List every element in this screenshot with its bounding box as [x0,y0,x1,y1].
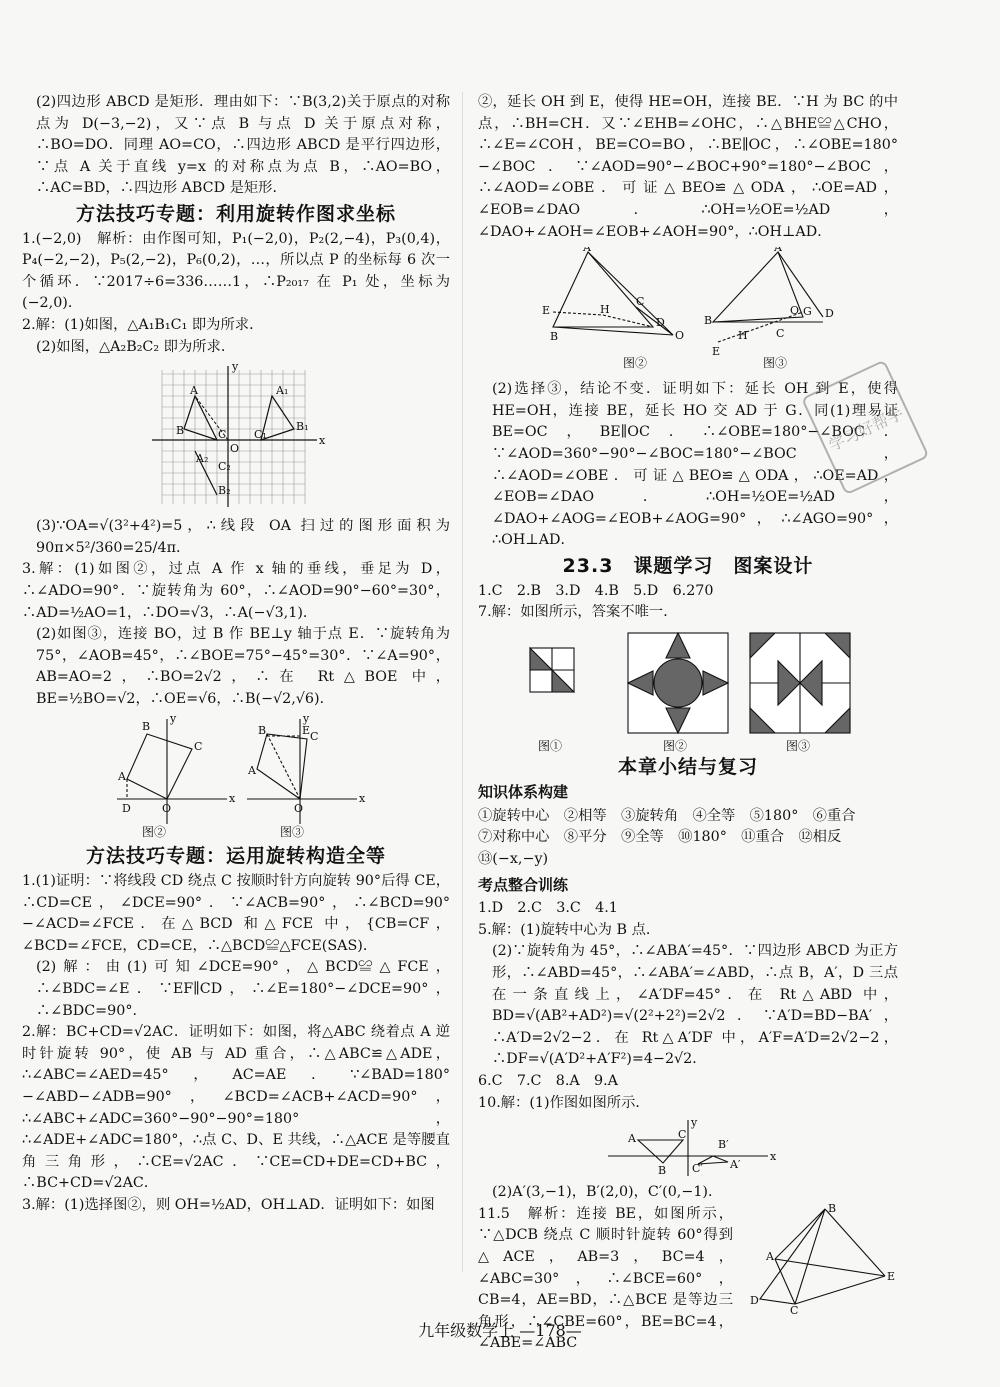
q11-figure [740,1204,900,1314]
svg-text:D: D [750,1293,759,1307]
svg-text:H: H [600,303,610,317]
rotation-figures [22,714,450,842]
svg-text:B₂: B₂ [218,484,231,498]
svg-text:A: A [190,384,198,398]
left-r2: 2.解：BC+CD=√2AC．证明如下：如图，将△ABC 绕着点 A 逆时针旋转 90°，使 AB 与 AD 重合，∴△ABC≌△ADE，∴∠ABC=∠AED=45°，AC=AE．∵∠BAD=180°−∠ABD−∠ADB=90°，∠BCD=∠ACB+∠ACD=90°，∴∠ABC+∠ADC=360°−90°−90°=180°，∴∠ADE+∠ADC=180°，∴点 C、D、E 共线，∴△ACE 是等腰直角三角形，∴CE=√2AC．∵CE=CD+DE=CD+BC，∴BC+CD=√2AC． [22,1024,450,1192]
svg-text:E: E [542,304,551,318]
coordinate-figure [478,1118,898,1178]
svg-text:C: C [310,730,319,744]
svg-text:x: x [229,792,236,806]
svg-text:C: C [776,327,785,341]
stamp-text: 学习好帮手 [825,403,907,455]
svg-text:E: E [887,1269,896,1283]
left-q3b: (2)如图③，连接 BO，过 B 作 BE⊥y 轴于点 E．∵旋转角为 75°，∠AOB=45°，∴∠BOE=75°−45°=30°．∵∠A=90°，AB=AO=2，∴BO=2√2，∴在 Rt△BOE 中，BE=½BO=√2，∴OE=√6，∴B(−√2,√6)． [36,626,450,707]
svg-text:C: C [636,295,645,309]
right-k1: ①旋转中心 ②相等 ③旋转角 ④全等 ⑤180° ⑥重合 [478,807,856,824]
svg-text:B: B [176,424,185,438]
svg-text:D: D [122,802,131,816]
right-p1: ②，延长 OH 到 E，使得 HE=OH，连接 BE．∵H 为 BC 的中点，∴BH=CH．又∵∠EHB=∠OHC，∴△BHE≌△CHO，∴∠E=∠COH，BE=CO=BO，∴BE∥OC，∴∠OBE=180°−∠BOC．∵∠AOD=90°−∠BOC+90°=180°−∠BOC，∴∠AOD=∠OBE．可证△BEO≌△ODA，∴OE=AD，∠EOB=∠DAO．∴OH=½OE=½AD，∠DAO+∠AOH=∠EOB+∠AOH=90°，∴OH⊥AD． [478,94,898,240]
svg-text:C₂: C₂ [218,460,231,474]
left-q1: 1.(−2,0) 解析：由作图可知，P₁(−2,0)，P₂(2,−4)，P₃(0,4)，P₄(−2,−2)，P₅(2,−2)，P₆(0,2)，…，所以点 P 的坐标每 6 次一个循环．∵2017÷6=336……1，∴P₂₀₁₇ 在 P₁ 处，坐标为(−2,0)． [22,230,450,312]
svg-text:B: B [828,1203,837,1215]
svg-text:G: G [803,305,812,319]
svg-text:B′: B′ [718,1138,729,1152]
svg-text:x: x [359,792,366,806]
svg-text:C: C [790,1303,799,1314]
right-a5b: (2)∵旋转角为 45°，∴∠ABA′=45°．∵四边形 ABCD 为正方形，∴∠ABD=45°，∴∠ABA′=∠ABD，∴点 B，A′，D 三点在一条直线上，∠A′DF=45°．在 Rt△ABD 中，BD=√(AB²+AD²)=√(2²+2²)=2√2．∵A′D=BD−BA′，∴A′D=2√2−2．在 Rt△A′DF 中，A′F=A′D=2√2−2，∴DF=√(A′D²+A′F²)=4−2√2． [492,943,898,1068]
pattern-caption-1: 图① [538,738,563,753]
right-a5a: 5.解：(1)旋转中心为 B 点． [478,921,661,938]
svg-text:y: y [232,362,239,374]
svg-text:A₁: A₁ [276,384,289,398]
right-p2: (2)选择③，结论不变．证明如下：延长 OH 到 E，使得 HE=OH，连接 BE，延长 HO 交 AD 于 G．同(1)理易证 BE=OC，BE∥OC．∴∠OBE=180°−∠BOC．∵∠AOD=360°−90°−∠BOC=180°−∠BOC，∴∠AOD=∠OBE．可证△BEO≌△ODA，∴OE=AD，∠EOB=∠DAO．∴OH=½OE=½AD，∠DAO+∠AOG=∠EOB+∠AOG=90°，∴∠AGO=90°，∴OH⊥AD． [492,381,898,549]
svg-text:C: C [218,428,227,442]
svg-text:O: O [675,329,685,343]
svg-text:C: C [194,740,203,754]
svg-text:C: C [678,1128,687,1142]
pattern-caption-3: 图③ [786,738,811,753]
right-a1: 1.D 2.C 3.C 4.1 [478,900,618,917]
section-heading-chapter-review: 本章小结与复习 [617,755,758,778]
svg-text:B: B [142,720,151,734]
left-column [22,92,450,1217]
svg-text:C′: C′ [692,1162,703,1176]
fig3-caption-left: 图③ [280,825,305,840]
svg-text:A: A [628,1132,636,1146]
svg-text:B: B [550,330,559,344]
left-q3a: 3.解：(1)如图②，过点 A 作 x 轴的垂线，垂足为 D，∴∠ADO=90°．∵旋转角为 60°，∴∠AOD=90°−60°=30°，∴AD=½AO=1，∴DO=√3，∴A(−√3,1)． [22,561,450,621]
fig2-caption-right: 图② [623,356,648,371]
left-r1a: 1.(1)证明：∵将线段 CD 绕点 C 按顺时针方向旋转 90°后得 CE，∴CD=CE，∠DCE=90°．∵∠ACB=90°，∴∠BCD=90°−∠ACD=∠FCE．在△BCD 和△FCE 中，{CB=CF，∠BCD=∠FCE，CD=CE，∴△BCD≌△FCE(SAS)． [22,873,450,954]
left-q2b: (2)如图，△A₂B₂C₂ 即为所求． [36,338,236,355]
svg-text:A: A [248,764,256,778]
right-q7: 7.解：如图所示，答案不唯一． [478,604,678,621]
coordinate-figure-svg [478,1118,898,1178]
left-r3: 3.解：(1)选择图②，则 OH=½AD，OH⊥AD．证明如下：如图 [22,1196,435,1213]
pattern-figure-svg [478,628,898,753]
svg-text:A: A [583,247,591,255]
fig3-caption-right: 图③ [763,356,788,371]
svg-text:A₂: A₂ [196,452,209,466]
svg-text:y: y [691,1118,698,1130]
fig2-caption-left: 图② [142,825,167,840]
svg-text:A: A [774,247,782,255]
svg-text:H: H [738,329,748,343]
svg-text:B: B [658,1164,667,1178]
right-a10b: (2)A′(3,−1)，B′(2,0)，C′(0,−1)． [492,1184,723,1201]
right-k2: ⑦对称中心 ⑧平分 ⑨全等 ⑩180° ⑪重合 ⑫相反 [478,829,842,846]
left-q2a: 2.解：(1)如图，△A₁B₁C₁ 即为所求． [22,316,264,333]
rotation-figure-svg [22,714,450,842]
grid-figure [22,362,450,512]
pattern-caption-2: 图② [663,738,688,753]
svg-text:B: B [258,724,267,738]
svg-text:O: O [294,802,304,816]
page-footer: 九年级数学上 —178— [418,1321,582,1340]
svg-text:D: D [825,307,834,321]
column-divider [462,92,463,1272]
right-a6: 6.C 7.C 8.A 9.A [478,1073,618,1089]
left-q2c: (3)∵OA=√(3²+4²)=5，∴线段 OA 扫过的图形面积为 90π×5²/360=25/4π． [36,518,450,556]
svg-text:E: E [712,345,721,359]
right-a11: 11.5 解析：连接 BE，如图所示，∵△DCB 绕点 C 顺时针旋转 60°得到△ACE，AB=3，BC=4，∠ABC=30°，∴∠BCE=60°，CB=4，AE=BD，∴△BCE 是等边三角形，∴∠CBE=60°，BE=BC=4，∠ABE=∠ABC [478,1205,733,1352]
svg-text:E: E [302,724,311,738]
svg-text:x: x [319,434,326,448]
watermark-stamp [800,355,930,500]
svg-text:B₁: B₁ [296,420,309,434]
svg-text:C₁: C₁ [254,428,267,442]
svg-text:O: O [162,802,172,816]
right-k3: ⑬(−x,−y) [478,851,549,868]
svg-text:x: x [770,1150,777,1164]
left-r1b: (2)解：由(1)可知∠DCE=90°，△BCD≌△FCE，∴∠BDC=∠E．∵EF∥CD，∴∠E=180°−∠DCE=90°，∴∠BDC=90°． [36,959,450,1019]
grid-coordinate-figure [22,362,450,512]
svg-text:y: y [170,714,177,726]
svg-text:D: D [656,316,665,330]
subheading-knowledge-system: 知识体系构建 [478,783,569,802]
svg-text:A: A [118,770,126,784]
section-heading-pattern-design: 23.3 课题学习 图案设计 [562,554,814,577]
right-a10: 10.解：(1)作图如图所示． [478,1094,650,1111]
subheading-exam-training: 考点整合训练 [478,875,569,894]
svg-text:y: y [303,714,310,726]
section-heading-rotation-coordinates: 方法技巧专题：利用旋转作图求坐标 [75,202,396,225]
svg-text:O: O [790,304,800,318]
svg-text:A: A [766,1249,774,1263]
pattern-figures [478,628,898,753]
svg-text:O: O [230,442,240,456]
right-q1: 1.C 2.B 3.D 4.B 5.D 6.270 [478,582,714,599]
left-p1: (2)四边形 ABCD 是矩形．理由如下：∵B(3,2)关于原点的对称点为 D(−3,−2)，又∵点 B 与点 D 关于原点对称，∴BO=DO．同理 AO=CO，∴四边形 ABCD 是平行四边形，∵点 A 关于直线 y=x 的对称点为点 B，∴AO=BO，∴AC=BD，∴四边形 ABCD 是矩形． [36,94,450,197]
svg-text:B: B [704,314,713,328]
right-column [478,92,898,1355]
svg-text:A′: A′ [730,1158,741,1172]
section-heading-rotation-congruence: 方法技巧专题：运用旋转构造全等 [85,845,386,868]
